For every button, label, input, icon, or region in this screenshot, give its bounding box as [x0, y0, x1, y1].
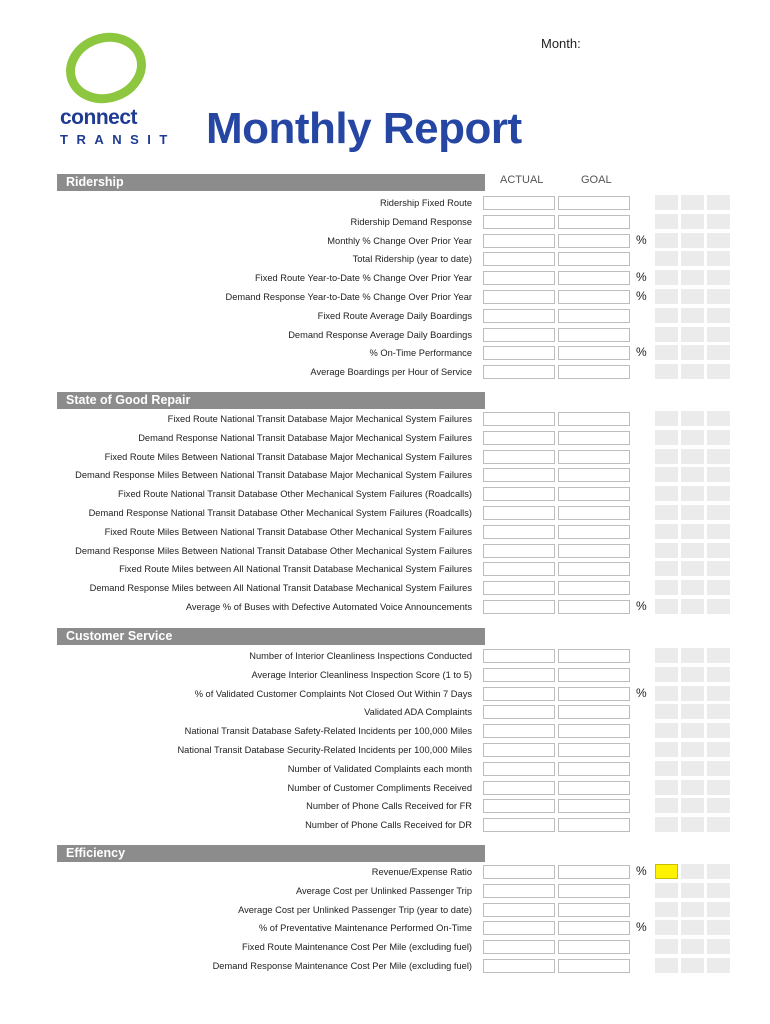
row-label: Ridership Demand Response — [350, 217, 472, 227]
goal-input[interactable] — [558, 959, 630, 973]
month-label: Month: — [541, 36, 581, 51]
row-label: % On-Time Performance — [369, 348, 472, 358]
status-cell[interactable] — [655, 543, 678, 558]
actual-input[interactable] — [483, 487, 555, 501]
status-cell[interactable] — [655, 270, 678, 285]
actual-input[interactable] — [483, 600, 555, 614]
percent-sign: % — [636, 864, 647, 878]
status-cell[interactable] — [681, 817, 704, 832]
status-cell[interactable] — [681, 233, 704, 248]
goal-input[interactable] — [558, 600, 630, 614]
goal-input[interactable] — [558, 525, 630, 539]
status-cell[interactable] — [655, 411, 678, 426]
status-cell[interactable] — [655, 723, 678, 738]
actual-input[interactable] — [483, 649, 555, 663]
goal-input[interactable] — [558, 743, 630, 757]
status-cell[interactable] — [655, 233, 678, 248]
percent-sign: % — [636, 920, 647, 934]
goal-input[interactable] — [558, 290, 630, 304]
actual-input[interactable] — [483, 562, 555, 576]
row-label: National Transit Database Safety-Related Incidents per 100,000 Miles — [184, 726, 472, 736]
status-cell[interactable] — [681, 345, 704, 360]
status-cell[interactable] — [681, 939, 704, 954]
actual-input[interactable] — [483, 865, 555, 879]
actual-input[interactable] — [483, 525, 555, 539]
row-label: Validated ADA Complaints — [364, 707, 472, 717]
status-cell[interactable] — [707, 327, 730, 342]
row-label: Number of Validated Complaints each month — [287, 764, 472, 774]
goal-input[interactable] — [558, 581, 630, 595]
goal-input[interactable] — [558, 196, 630, 210]
row-label: Revenue/Expense Ratio — [371, 867, 472, 877]
status-cell[interactable] — [681, 902, 704, 917]
goal-input[interactable] — [558, 450, 630, 464]
status-cell[interactable] — [707, 214, 730, 229]
goal-input[interactable] — [558, 544, 630, 558]
goal-input[interactable] — [558, 799, 630, 813]
goal-input[interactable] — [558, 271, 630, 285]
goal-input[interactable] — [558, 865, 630, 879]
status-cell[interactable] — [707, 364, 730, 379]
row-label: Demand Response Miles Between National Transit Database Other Mechanical System Failures — [75, 546, 472, 556]
status-cell[interactable] — [707, 449, 730, 464]
status-cell[interactable] — [707, 939, 730, 954]
status-cell[interactable] — [655, 251, 678, 266]
status-cell[interactable] — [707, 686, 730, 701]
status-cell[interactable] — [681, 561, 704, 576]
status-cell[interactable] — [655, 345, 678, 360]
status-cell[interactable] — [707, 430, 730, 445]
status-cell[interactable] — [681, 308, 704, 323]
actual-input[interactable] — [483, 781, 555, 795]
logo-subtitle: TRANSIT — [60, 132, 176, 147]
goal-input[interactable] — [558, 762, 630, 776]
status-cell[interactable] — [707, 543, 730, 558]
row-label: Fixed Route Year-to-Date % Change Over Prior Year — [254, 273, 472, 283]
row-label: Fixed Route Maintenance Cost Per Mile (excluding fuel) — [242, 942, 472, 952]
status-cell[interactable] — [655, 289, 678, 304]
goal-input[interactable] — [558, 506, 630, 520]
section-header-efficiency: Efficiency — [57, 845, 485, 862]
actual-input[interactable] — [483, 544, 555, 558]
goal-input[interactable] — [558, 487, 630, 501]
status-cell[interactable] — [655, 486, 678, 501]
status-cell[interactable] — [707, 505, 730, 520]
status-cell[interactable] — [707, 798, 730, 813]
status-cell[interactable] — [655, 214, 678, 229]
status-cell[interactable] — [707, 920, 730, 935]
actual-input[interactable] — [483, 799, 555, 813]
status-cell[interactable] — [681, 524, 704, 539]
status-cell[interactable] — [681, 920, 704, 935]
goal-input[interactable] — [558, 705, 630, 719]
status-cell[interactable] — [681, 599, 704, 614]
row-label: Fixed Route Miles between All National Transit Database Mechanical System Failures — [119, 564, 472, 574]
actual-input[interactable] — [483, 959, 555, 973]
actual-input[interactable] — [483, 328, 555, 342]
section-header-ridership: Ridership — [57, 174, 485, 191]
actual-input[interactable] — [483, 724, 555, 738]
row-label: Average Cost per Unlinked Passenger Trip — [295, 886, 472, 896]
section-header-state-of-good-repair: State of Good Repair — [57, 392, 485, 409]
status-cell[interactable] — [681, 667, 704, 682]
status-cell[interactable] — [655, 599, 678, 614]
goal-input[interactable] — [558, 468, 630, 482]
row-label: % of Validated Customer Complaints Not Closed Out Within 7 Days — [194, 689, 472, 699]
connect-transit-logo — [56, 30, 176, 155]
row-label: Ridership Fixed Route — [380, 198, 472, 208]
goal-input[interactable] — [558, 309, 630, 323]
status-cell[interactable] — [655, 467, 678, 482]
actual-input[interactable] — [483, 705, 555, 719]
goal-input[interactable] — [558, 365, 630, 379]
goal-input[interactable] — [558, 649, 630, 663]
goal-input[interactable] — [558, 346, 630, 360]
row-label: Fixed Route Miles Between National Transit Database Major Mechanical System Failures — [104, 452, 472, 462]
row-label: Number of Phone Calls Received for FR — [306, 801, 472, 811]
status-cell[interactable] — [655, 883, 678, 898]
status-cell[interactable] — [681, 958, 704, 973]
status-cell[interactable] — [655, 742, 678, 757]
goal-input[interactable] — [558, 724, 630, 738]
status-cell[interactable] — [655, 308, 678, 323]
row-label: Number of Phone Calls Received for DR — [305, 820, 472, 830]
status-cell[interactable] — [707, 289, 730, 304]
status-cell[interactable] — [655, 327, 678, 342]
status-cell[interactable] — [707, 761, 730, 776]
status-cell[interactable] — [707, 883, 730, 898]
status-cell[interactable] — [681, 648, 704, 663]
row-label: Fixed Route National Transit Database Major Mechanical System Failures — [167, 414, 472, 424]
percent-sign: % — [636, 345, 647, 359]
status-cell[interactable] — [655, 958, 678, 973]
goal-input[interactable] — [558, 781, 630, 795]
actual-input[interactable] — [483, 921, 555, 935]
row-label: Number of Interior Cleanliness Inspections Conducted — [249, 651, 472, 661]
status-cell[interactable] — [707, 345, 730, 360]
actual-column-header: ACTUAL — [500, 174, 544, 186]
status-cell[interactable] — [707, 817, 730, 832]
row-label: Demand Response National Transit Database Major Mechanical System Failures — [138, 433, 472, 443]
percent-sign: % — [636, 686, 647, 700]
status-cell[interactable] — [655, 505, 678, 520]
status-cell[interactable] — [681, 270, 704, 285]
status-cell[interactable] — [681, 761, 704, 776]
goal-input[interactable] — [558, 215, 630, 229]
status-cell[interactable] — [707, 742, 730, 757]
status-cell[interactable] — [681, 505, 704, 520]
status-cell[interactable] — [707, 195, 730, 210]
goal-input[interactable] — [558, 234, 630, 248]
actual-input[interactable] — [483, 431, 555, 445]
status-cell[interactable] — [681, 214, 704, 229]
highlight-cell[interactable] — [655, 864, 678, 879]
status-cell[interactable] — [655, 686, 678, 701]
status-cell[interactable] — [655, 902, 678, 917]
row-label: Total Ridership (year to date) — [352, 254, 472, 264]
status-cell[interactable] — [707, 704, 730, 719]
row-label: Average % of Buses with Defective Automated Voice Announcements — [185, 602, 472, 612]
row-label: Number of Customer Compliments Received — [287, 783, 472, 793]
actual-input[interactable] — [483, 687, 555, 701]
status-cell[interactable] — [681, 195, 704, 210]
status-cell[interactable] — [655, 195, 678, 210]
actual-input[interactable] — [483, 234, 555, 248]
actual-input[interactable] — [483, 346, 555, 360]
goal-input[interactable] — [558, 252, 630, 266]
goal-input[interactable] — [558, 328, 630, 342]
status-cell[interactable] — [707, 486, 730, 501]
status-cell[interactable] — [681, 580, 704, 595]
status-cell[interactable] — [707, 561, 730, 576]
status-cell[interactable] — [681, 467, 704, 482]
status-cell[interactable] — [707, 251, 730, 266]
status-cell[interactable] — [681, 449, 704, 464]
status-cell[interactable] — [681, 289, 704, 304]
logo-wordmark: connect — [60, 106, 138, 129]
actual-input[interactable] — [483, 450, 555, 464]
row-label: Demand Response Maintenance Cost Per Mile (excluding fuel) — [212, 961, 472, 971]
status-cell[interactable] — [681, 798, 704, 813]
row-label: Fixed Route National Transit Database Other Mechanical System Failures (Roadcalls) — [118, 489, 472, 499]
percent-sign: % — [636, 289, 647, 303]
status-cell[interactable] — [707, 723, 730, 738]
status-cell[interactable] — [707, 233, 730, 248]
status-cell[interactable] — [707, 599, 730, 614]
actual-input[interactable] — [483, 581, 555, 595]
status-cell[interactable] — [681, 486, 704, 501]
status-cell[interactable] — [707, 467, 730, 482]
actual-input[interactable] — [483, 290, 555, 304]
status-cell[interactable] — [707, 780, 730, 795]
actual-input[interactable] — [483, 884, 555, 898]
row-label: Monthly % Change Over Prior Year — [327, 236, 472, 246]
status-cell[interactable] — [655, 920, 678, 935]
row-label: Demand Response National Transit Database Other Mechanical System Failures (Roadcalls) — [88, 508, 472, 518]
actual-input[interactable] — [483, 743, 555, 757]
status-cell[interactable] — [707, 308, 730, 323]
logo-ring-icon — [56, 30, 168, 110]
status-cell[interactable] — [655, 939, 678, 954]
actual-input[interactable] — [483, 309, 555, 323]
percent-sign: % — [636, 270, 647, 284]
section-header-customer-service: Customer Service — [57, 628, 485, 645]
goal-input[interactable] — [558, 903, 630, 917]
row-label: Average Interior Cleanliness Inspection Score (1 to 5) — [251, 670, 472, 680]
status-cell[interactable] — [681, 883, 704, 898]
status-cell[interactable] — [655, 524, 678, 539]
goal-column-header: GOAL — [581, 174, 612, 186]
actual-input[interactable] — [483, 762, 555, 776]
status-cell[interactable] — [655, 780, 678, 795]
status-cell[interactable] — [681, 411, 704, 426]
status-cell[interactable] — [655, 817, 678, 832]
status-cell[interactable] — [681, 251, 704, 266]
status-cell[interactable] — [655, 364, 678, 379]
status-cell[interactable] — [655, 704, 678, 719]
status-cell[interactable] — [655, 667, 678, 682]
page-title: Monthly Report — [206, 104, 522, 153]
status-cell[interactable] — [681, 364, 704, 379]
status-cell[interactable] — [707, 580, 730, 595]
row-label: Demand Response Miles between All National Transit Database Mechanical System Failures — [89, 583, 472, 593]
actual-input[interactable] — [483, 196, 555, 210]
percent-sign: % — [636, 599, 647, 613]
actual-input[interactable] — [483, 903, 555, 917]
actual-input[interactable] — [483, 940, 555, 954]
status-cell[interactable] — [707, 902, 730, 917]
status-cell[interactable] — [655, 430, 678, 445]
row-label: Fixed Route Average Daily Boardings — [317, 311, 472, 321]
status-cell[interactable] — [707, 411, 730, 426]
status-cell[interactable] — [707, 270, 730, 285]
status-cell[interactable] — [681, 780, 704, 795]
status-cell[interactable] — [681, 742, 704, 757]
status-cell[interactable] — [655, 449, 678, 464]
status-cell[interactable] — [681, 327, 704, 342]
percent-sign: % — [636, 233, 647, 247]
row-label: Average Boardings per Hour of Service — [310, 367, 472, 377]
goal-input[interactable] — [558, 884, 630, 898]
row-label: % of Preventative Maintenance Performed On-Time — [258, 923, 472, 933]
status-cell[interactable] — [681, 723, 704, 738]
actual-input[interactable] — [483, 668, 555, 682]
goal-input[interactable] — [558, 921, 630, 935]
row-label: Demand Response Average Daily Boardings — [288, 330, 472, 340]
actual-input[interactable] — [483, 215, 555, 229]
actual-input[interactable] — [483, 818, 555, 832]
status-cell[interactable] — [707, 958, 730, 973]
status-cell[interactable] — [707, 667, 730, 682]
goal-input[interactable] — [558, 940, 630, 954]
actual-input[interactable] — [483, 506, 555, 520]
goal-input[interactable] — [558, 818, 630, 832]
row-label: Fixed Route Miles Between National Transit Database Other Mechanical System Failures — [104, 527, 472, 537]
status-cell[interactable] — [655, 580, 678, 595]
status-cell[interactable] — [707, 524, 730, 539]
actual-input[interactable] — [483, 252, 555, 266]
goal-input[interactable] — [558, 431, 630, 445]
actual-input[interactable] — [483, 365, 555, 379]
status-cell[interactable] — [655, 561, 678, 576]
status-cell[interactable] — [681, 543, 704, 558]
actual-input[interactable] — [483, 468, 555, 482]
status-cell[interactable] — [655, 761, 678, 776]
goal-input[interactable] — [558, 668, 630, 682]
status-cell[interactable] — [681, 864, 704, 879]
status-cell[interactable] — [655, 648, 678, 663]
status-cell[interactable] — [707, 648, 730, 663]
row-label: Average Cost per Unlinked Passenger Trip (year to date) — [238, 905, 472, 915]
actual-input[interactable] — [483, 412, 555, 426]
status-cell[interactable] — [681, 686, 704, 701]
status-cell[interactable] — [681, 704, 704, 719]
actual-input[interactable] — [483, 271, 555, 285]
status-cell[interactable] — [681, 430, 704, 445]
status-cell[interactable] — [655, 798, 678, 813]
goal-input[interactable] — [558, 687, 630, 701]
status-cell[interactable] — [707, 864, 730, 879]
row-label: Demand Response Year-to-Date % Change Over Prior Year — [225, 292, 472, 302]
goal-input[interactable] — [558, 562, 630, 576]
goal-input[interactable] — [558, 412, 630, 426]
row-label: Demand Response Miles Between National Transit Database Major Mechanical System Failures — [75, 470, 472, 480]
row-label: National Transit Database Security-Related Incidents per 100,000 Miles — [177, 745, 472, 755]
